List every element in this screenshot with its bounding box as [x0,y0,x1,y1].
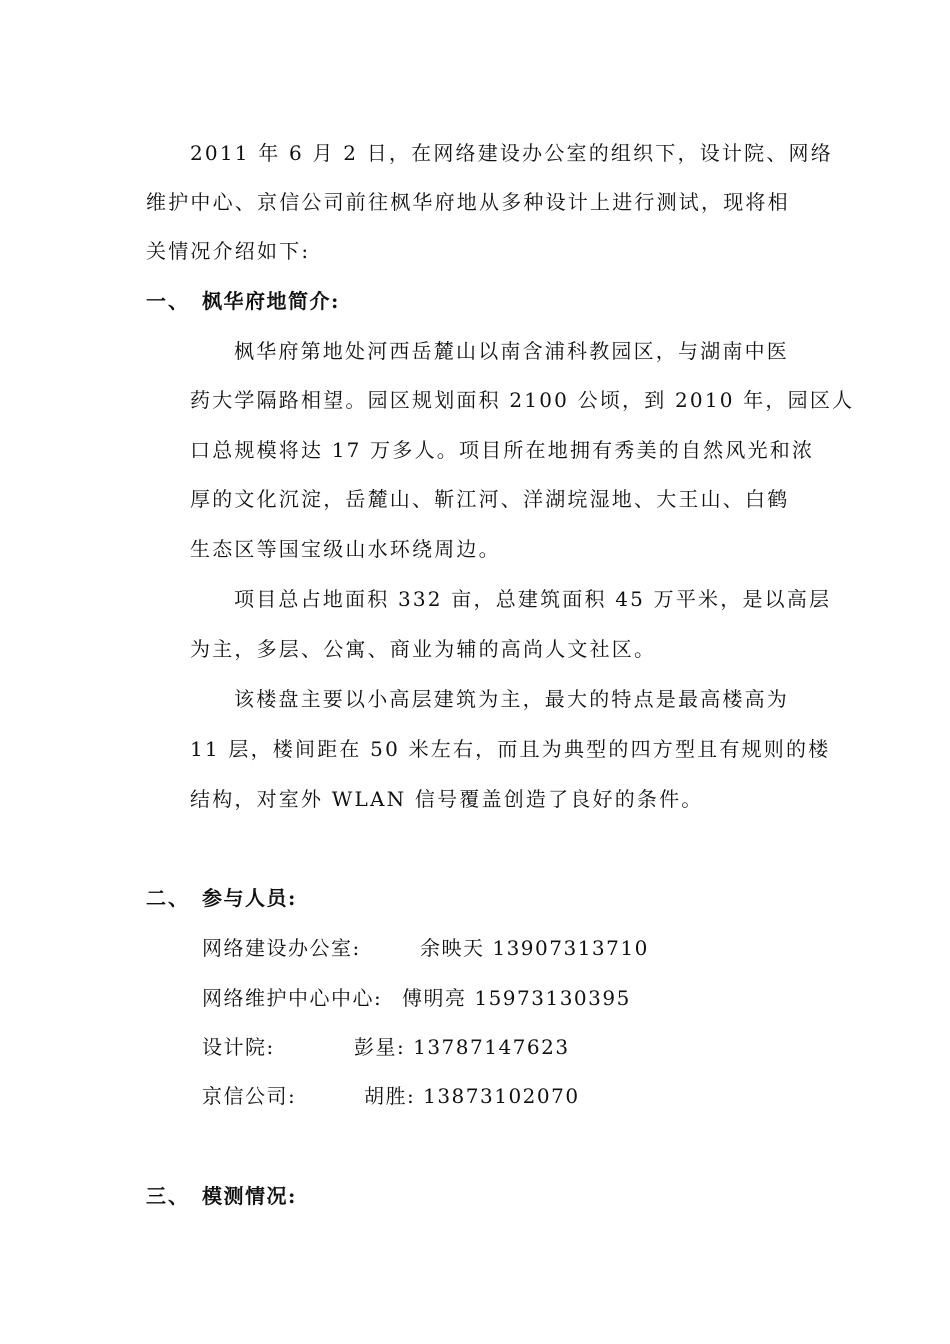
participant-org: 网络建设办公室: [202,936,361,960]
participant-contact: 傅明亮 15973130395 [402,986,631,1010]
section-1-heading [146,288,340,314]
section-1-p2-line-1: 项目总占地面积 332 亩，总建筑面积 45 万平米，是以高层 [234,587,832,611]
section-2-number: 二、 [146,886,190,910]
participant-contact: 余映天 13907313710 [420,936,649,960]
participant-row [202,935,649,961]
participant-contact: 胡胜: 13873102070 [364,1084,580,1108]
section-1-p1-line-4: 厚的文化沉淀，岳麓山、靳江河、洋湖垸湿地、大王山、白鹤 [190,487,790,511]
participant-org: 京信公司: [202,1084,297,1108]
participant-org: 网络维护中心中心: [202,986,383,1010]
intro-line-1: 2011 年 6 月 2 日，在网络建设办公室的组织下，设计院、网络 [190,141,833,165]
intro-line-2: 维护中心、京信公司前往枫华府地从多种设计上进行测试，现将相 [146,190,790,214]
participant-contact: 彭星: 13787147623 [354,1035,570,1059]
section-3-title: 模测情况: [202,1184,297,1208]
section-2-heading [146,885,297,911]
section-1-p1-line-2: 药大学隔路相望。园区规划面积 2100 公顷，到 2010 年，园区人 [190,388,855,412]
section-3-number: 三、 [146,1184,190,1208]
participant-org: 设计院: [202,1035,275,1059]
section-1-p3-line-1: 该楼盘主要以小高层建筑为主，最大的特点是最高楼高为 [234,687,789,711]
intro-line-3: 关情况介绍如下: [146,239,311,263]
participant-row [202,1083,580,1109]
section-1-p2-line-2: 为主，多层、公寓、商业为辅的高尚人文社区。 [190,637,657,661]
section-1-p1-line-1: 枫华府第地处河西岳麓山以南含浦科教园区，与湖南中医 [234,339,789,363]
section-1-p1-line-5: 生态区等国宝级山水环绕周边。 [190,537,501,561]
section-1-number: 一、 [146,289,190,313]
section-1-p3-line-2: 11 层，楼间距在 50 米左右，而且为典型的四方型且有规则的楼 [190,737,831,761]
participant-row [202,1034,570,1060]
participant-row [202,985,631,1011]
section-1-p3-line-3: 结构，对室外 WLAN 信号覆盖创造了良好的条件。 [190,787,704,811]
section-2-title: 参与人员: [202,886,297,910]
section-1-title: 枫华府地简介: [202,289,340,313]
section-1-p1-line-3: 口总规模将达 17 万多人。项目所在地拥有秀美的自然风光和浓 [190,438,815,462]
section-3-heading [146,1183,297,1209]
